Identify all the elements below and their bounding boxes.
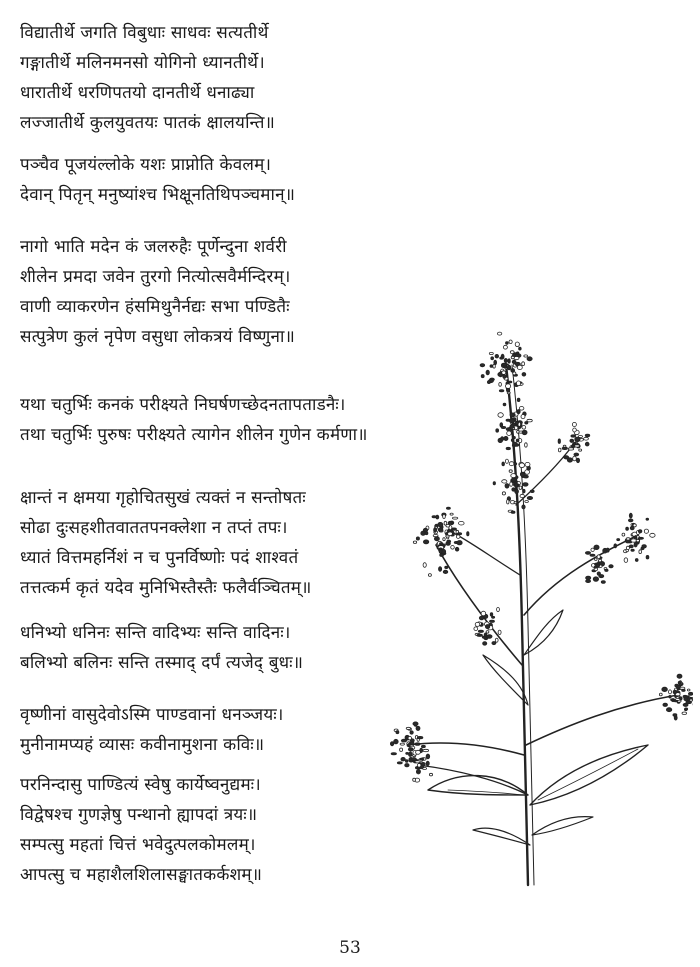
floret: [390, 742, 393, 746]
floret: [567, 458, 572, 462]
floret: [507, 365, 511, 370]
floret: [416, 726, 420, 730]
floret: [515, 489, 519, 493]
verse-line: वृष्णीनां वासुदेवोऽस्मि पाण्डवानां धनञ्जयः।: [20, 705, 284, 725]
floret: [498, 413, 503, 418]
floret: [678, 681, 681, 684]
floret: [497, 332, 501, 335]
floret: [493, 364, 495, 368]
floret: [508, 359, 510, 363]
floret: [483, 642, 487, 646]
floret: [568, 448, 573, 450]
floret: [509, 419, 514, 423]
floret: [397, 762, 402, 764]
floret: [445, 566, 448, 568]
floret: [433, 535, 438, 537]
floret: [525, 501, 529, 503]
floret: [408, 736, 411, 739]
floret: [517, 410, 520, 414]
floret: [516, 439, 519, 442]
floret: [680, 687, 685, 689]
floret: [575, 437, 580, 442]
floret: [416, 750, 421, 754]
stanza: [20, 483, 312, 603]
floret: [666, 708, 671, 712]
floret: [487, 635, 492, 639]
floret: [622, 533, 625, 536]
floret: [406, 727, 410, 729]
floret: [530, 490, 534, 493]
floret: [639, 550, 642, 554]
floret: [502, 371, 506, 375]
floret: [432, 516, 436, 518]
floret: [417, 764, 421, 768]
floret: [523, 475, 528, 478]
floret: [677, 674, 682, 678]
floret: [409, 752, 413, 757]
verse-line: तत्तत्कर्म कृतं यदेव मुनिभिस्तैस्तैः फलैर्वञ्चितम्॥: [20, 578, 312, 598]
floret: [522, 430, 527, 435]
verse-line: ध्यातं वित्तमहर्निशं न च पुनर्विष्णोः पदं शाश्वतं: [20, 548, 299, 568]
floret: [452, 528, 457, 530]
floret: [642, 545, 647, 548]
floret: [573, 456, 577, 461]
floret: [391, 753, 396, 755]
floret: [572, 422, 576, 426]
floret: [401, 739, 406, 742]
floret: [410, 731, 413, 734]
floret: [485, 625, 489, 629]
floret: [457, 541, 462, 545]
floret: [495, 638, 498, 642]
floret: [420, 758, 424, 760]
floret: [443, 570, 448, 573]
floret: [601, 581, 605, 584]
verse-line: देवान् पितृन् मनुष्यांश्च भिक्षूनतिथिपञ्चमान्॥: [20, 185, 296, 205]
floret: [413, 778, 416, 781]
floret: [663, 703, 668, 706]
floret: [417, 769, 421, 773]
floret: [423, 749, 429, 751]
floret: [400, 748, 403, 751]
floret: [562, 447, 567, 449]
floret: [491, 357, 494, 360]
floret: [688, 692, 693, 695]
floret: [410, 742, 414, 745]
floret: [438, 528, 443, 532]
floret: [646, 555, 649, 559]
floret: [405, 764, 409, 767]
stanza: [20, 700, 283, 760]
verse-line: बलिभ्यो बलिनः सन्ति तस्माद् दर्पं त्यजेद् बुधः॥: [20, 653, 304, 673]
floret: [617, 539, 620, 541]
floret: [511, 478, 517, 481]
floret: [685, 708, 688, 710]
floret: [683, 703, 688, 706]
floret: [511, 474, 516, 478]
floret: [490, 620, 495, 622]
floret: [501, 426, 506, 428]
floret: [595, 558, 598, 560]
floret: [624, 558, 628, 563]
floret: [626, 538, 630, 540]
floret: [506, 342, 509, 345]
floret: [646, 518, 649, 520]
floret: [515, 342, 519, 347]
floret: [425, 532, 428, 535]
floret: [515, 421, 518, 424]
floret: [636, 539, 639, 542]
floret: [477, 634, 483, 636]
floret: [676, 698, 680, 700]
floret: [593, 577, 598, 582]
floret: [482, 636, 486, 638]
floret: [682, 712, 687, 714]
floret: [429, 773, 432, 776]
floret: [523, 489, 525, 493]
floret: [447, 540, 451, 543]
floret: [522, 426, 526, 430]
floret: [426, 761, 429, 765]
floret: [478, 630, 483, 632]
floret: [502, 462, 505, 466]
floret: [585, 442, 589, 446]
floret: [428, 574, 431, 577]
floret: [687, 689, 690, 691]
floret: [423, 540, 428, 544]
floret: [574, 453, 579, 456]
verse-line: सम्पत्सु महतां चित्तं भवेदुत्पलकोमलम्।: [20, 835, 256, 855]
floret: [585, 552, 590, 555]
floret: [669, 695, 671, 698]
floret: [659, 693, 662, 696]
floret: [609, 565, 613, 568]
floret: [662, 687, 668, 691]
floret: [451, 546, 455, 550]
floret: [502, 480, 507, 483]
stanza: [20, 150, 295, 210]
verse-line: सोढा दुःसहशीतवाततपनक्लेशा न तप्तं तपः।: [20, 518, 288, 538]
verse-line: मुनीनामप्यहं व्यासः कवीनामुशना कविः॥: [20, 735, 265, 755]
floret: [440, 554, 444, 557]
verse-line: सत्पुत्रेण कुलं नृपेण वसुधा लोकत्रयं विष्णुना॥: [20, 327, 295, 347]
floret: [689, 699, 692, 701]
verse-line: तथा चतुर्भिः पुरुषः परीक्ष्यते त्यागेन शीलेन गुणेन कर्मणा॥: [20, 425, 368, 445]
floret: [416, 537, 419, 540]
floret: [511, 511, 515, 513]
floret: [511, 439, 513, 442]
floret: [467, 532, 469, 536]
floret: [394, 739, 399, 744]
floret: [495, 354, 499, 358]
floret: [413, 722, 418, 726]
floret: [638, 530, 642, 533]
plant-sketch-icon: [388, 325, 693, 890]
floret: [509, 381, 512, 383]
floret: [523, 483, 528, 487]
floret: [489, 352, 493, 354]
floret: [503, 403, 506, 406]
stanza: [20, 18, 275, 138]
floret: [436, 515, 439, 519]
floret: [507, 500, 509, 504]
verse-line: गङ्गातीर्थे मलिनमनसो योगिनो ध्यानतीर्थे।: [20, 53, 265, 73]
floret: [412, 758, 417, 761]
floret: [626, 527, 629, 530]
floret: [434, 528, 437, 533]
verse-line: नागो भाति मदेन कं जलरुहैः पूर्णेन्दुना शर्वरी: [20, 237, 287, 257]
floret: [673, 714, 677, 717]
page-number: 53: [339, 938, 361, 958]
floret: [439, 567, 442, 572]
floret: [596, 564, 600, 567]
floret: [498, 630, 501, 634]
floret: [408, 748, 413, 751]
floret: [490, 365, 493, 368]
floret: [452, 517, 457, 519]
floret: [525, 443, 528, 447]
floret: [574, 442, 576, 445]
stanza: [20, 770, 262, 890]
floret: [519, 407, 524, 411]
floret: [644, 529, 648, 533]
floret: [506, 384, 511, 389]
verse-line: विद्वेषश्च गुणज्ञेषु पन्थानो ह्यापदां त्रयः॥: [20, 805, 258, 825]
floret: [671, 699, 674, 701]
verse-line: आपत्सु च महाशैलशिलासङ्घातकर्कशम्॥: [20, 865, 263, 885]
floret: [509, 340, 512, 344]
floret: [405, 760, 408, 763]
verse-line: वाणी व्याकरणेन हंसमिथुनैर्नद्यः सभा पण्डितैः: [20, 297, 290, 317]
floret: [502, 492, 505, 495]
floret: [630, 526, 634, 530]
floret: [517, 398, 520, 401]
floret: [522, 362, 525, 366]
floret: [510, 413, 515, 417]
verse-line: पञ्चैव पूजयंल्लोके यशः प्राप्नोति केवलम्।: [20, 155, 272, 175]
floret: [515, 483, 518, 487]
floret: [446, 507, 450, 509]
floret: [457, 533, 461, 535]
floret: [426, 754, 430, 759]
floret: [510, 425, 514, 429]
floret: [514, 463, 517, 465]
floret: [506, 447, 510, 449]
floret: [474, 627, 478, 631]
floret: [516, 381, 520, 386]
floret: [599, 575, 604, 578]
floret: [401, 757, 405, 761]
floret: [571, 435, 576, 437]
floret: [626, 546, 629, 549]
floret: [423, 563, 426, 568]
floret: [527, 496, 532, 499]
floret: [487, 381, 490, 384]
floret: [475, 622, 480, 626]
floret: [570, 439, 574, 442]
floret: [459, 521, 465, 525]
floret: [519, 347, 522, 350]
floret: [514, 502, 517, 504]
floret: [631, 549, 634, 551]
floret: [585, 434, 590, 437]
floret: [517, 365, 522, 369]
floret: [492, 642, 496, 645]
floret: [510, 351, 514, 354]
floret: [504, 358, 507, 362]
floret: [448, 521, 452, 524]
floret: [505, 459, 508, 463]
floret: [516, 352, 519, 354]
floret: [486, 370, 489, 375]
floret: [631, 539, 637, 542]
floret: [594, 545, 599, 550]
floret: [634, 542, 637, 547]
floret: [524, 355, 528, 357]
verse-line: धनिभ्यो धनिनः सन्ति वादिभ्यः सन्ति वादिनः।: [20, 623, 291, 643]
floret: [501, 437, 504, 441]
floret: [590, 554, 595, 556]
floret: [443, 538, 445, 541]
floret: [497, 607, 500, 611]
floret: [448, 532, 453, 536]
verse-line: क्षान्तं न क्षमया गृहोचितसुखं त्यक्तं न सन्तोषतः: [20, 488, 306, 508]
floret: [440, 543, 443, 545]
floret: [505, 484, 509, 489]
floret: [650, 533, 655, 537]
floret: [446, 524, 450, 527]
floret: [499, 390, 504, 392]
floret: [575, 445, 580, 447]
floret: [413, 541, 416, 543]
floret: [434, 537, 439, 541]
floret: [455, 547, 459, 551]
verse-line: शीलेन प्रमदा जवेन तुरगो नित्योत्सवैर्मन्दिरम्।: [20, 267, 291, 287]
floret: [480, 364, 485, 367]
floret: [525, 462, 530, 466]
floret: [504, 436, 508, 440]
floret: [513, 442, 517, 445]
floret: [415, 743, 420, 746]
floret: [673, 690, 677, 694]
floret: [421, 745, 425, 747]
floret: [479, 616, 484, 620]
floret: [486, 631, 489, 634]
floret: [499, 383, 502, 387]
stanza: [20, 390, 368, 450]
floret: [522, 373, 526, 377]
floret: [500, 357, 504, 359]
floret: [597, 555, 600, 559]
floret: [417, 736, 423, 738]
floret: [606, 548, 609, 552]
floret: [481, 375, 484, 378]
floret: [438, 522, 443, 526]
floret: [503, 345, 507, 349]
floret: [507, 431, 512, 435]
floret: [635, 559, 638, 562]
floret: [527, 357, 532, 361]
floret: [490, 613, 493, 617]
floret: [456, 535, 460, 539]
verse-line: परनिन्दासु पाण्डित्यं स्वेषु कार्येष्वनुद्यमः।: [20, 775, 261, 795]
floret: [628, 519, 633, 522]
floret: [503, 363, 507, 365]
floret: [558, 439, 560, 444]
floret: [586, 576, 591, 580]
floret: [511, 369, 515, 373]
floret: [576, 458, 579, 463]
floret: [629, 513, 632, 518]
floret: [522, 505, 525, 509]
floret: [481, 611, 486, 616]
floret: [496, 429, 499, 432]
floret: [511, 356, 514, 359]
floret: [605, 569, 608, 571]
floret: [579, 449, 582, 451]
floret: [396, 731, 399, 734]
verse-line: यथा चतुर्भिः कनकं परीक्ष्यते निघर्षणच्छेदनतापताडनैः।: [20, 395, 346, 415]
floret: [519, 486, 522, 489]
stanza: [20, 232, 295, 352]
floret: [509, 470, 512, 473]
verse-line: लज्जातीर्थे कुलयुवतयः पातकं क्षालयन्ति॥: [20, 113, 276, 133]
floret: [614, 544, 617, 548]
floret: [669, 690, 672, 694]
floret: [521, 415, 525, 419]
verse-line: धारातीर्थे धरणिपतयो दानतीर्थे धनाढ्या: [20, 83, 255, 103]
floret: [450, 513, 453, 515]
stanza: [20, 618, 303, 678]
floret: [519, 463, 524, 468]
floret: [400, 743, 404, 745]
floret: [493, 482, 495, 485]
floret: [520, 494, 524, 497]
floret: [558, 448, 561, 452]
floret: [584, 437, 589, 440]
floret: [513, 436, 516, 438]
verse-line: विद्यातीर्थे जगति विबुधाः साधवः सत्यतीर्थे: [20, 23, 269, 43]
floret: [492, 616, 495, 618]
floret: [573, 428, 577, 432]
floret: [406, 752, 409, 754]
floret: [525, 422, 528, 425]
floret: [443, 514, 446, 518]
floret: [509, 462, 514, 466]
floret: [439, 548, 442, 550]
